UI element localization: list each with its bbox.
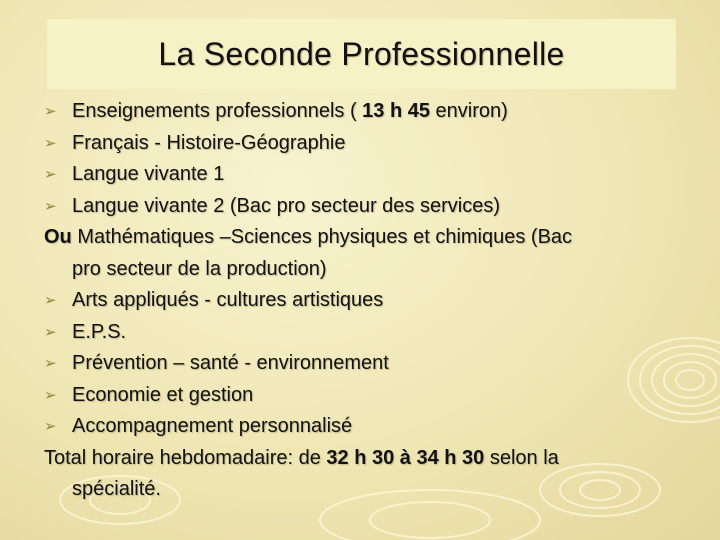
ou-line-continuation: pro secteur de la production): [72, 257, 327, 280]
list-item: ➢ Economie et gestion: [44, 380, 694, 412]
list-item: ➢ Arts appliqués - cultures artistiques: [44, 285, 694, 317]
arrow-bullet-icon: ➢: [44, 418, 57, 435]
arrow-bullet-icon: ➢: [44, 386, 57, 404]
slide-title: La Seconde Professionnelle: [158, 35, 565, 72]
arrow-bullet-icon: ➢: [44, 166, 57, 183]
list-item: ➢ E.P.S.: [44, 317, 694, 349]
content-list: [44, 96, 694, 506]
arrow-bullet-icon: ➢: [44, 197, 57, 215]
total-hours-continuation: spécialité.: [72, 478, 161, 500]
arrow-bullet-icon: ➢: [44, 292, 57, 309]
total-hours-line: Total horaire hebdomadaire: de 32 h 30 à 34 h 30 selon la: [44, 446, 559, 469]
arrow-bullet-icon: ➢: [44, 355, 57, 372]
ou-line: Ou Mathématiques –Sciences physiques et chimiques (Bac: [44, 226, 573, 248]
arrow-bullet-icon: ➢: [44, 323, 57, 341]
arrow-bullet-icon: ➢: [44, 103, 57, 120]
list-item: ➢ Français - Histoire-Géographie: [44, 128, 694, 160]
list-item: ➢ Enseignements professionnels ( 13 h 45 environ): [44, 96, 694, 128]
list-item: ➢ Langue vivante 2 (Bac pro secteur des services): [44, 191, 694, 223]
list-item: ➢ Prévention – santé - environnement: [44, 348, 694, 380]
arrow-bullet-icon: ➢: [44, 134, 57, 152]
list-item: ➢ Langue vivante 1: [44, 159, 694, 191]
list-item: ➢ Accompagnement personnalisé: [44, 411, 694, 443]
title-box: [47, 19, 676, 89]
